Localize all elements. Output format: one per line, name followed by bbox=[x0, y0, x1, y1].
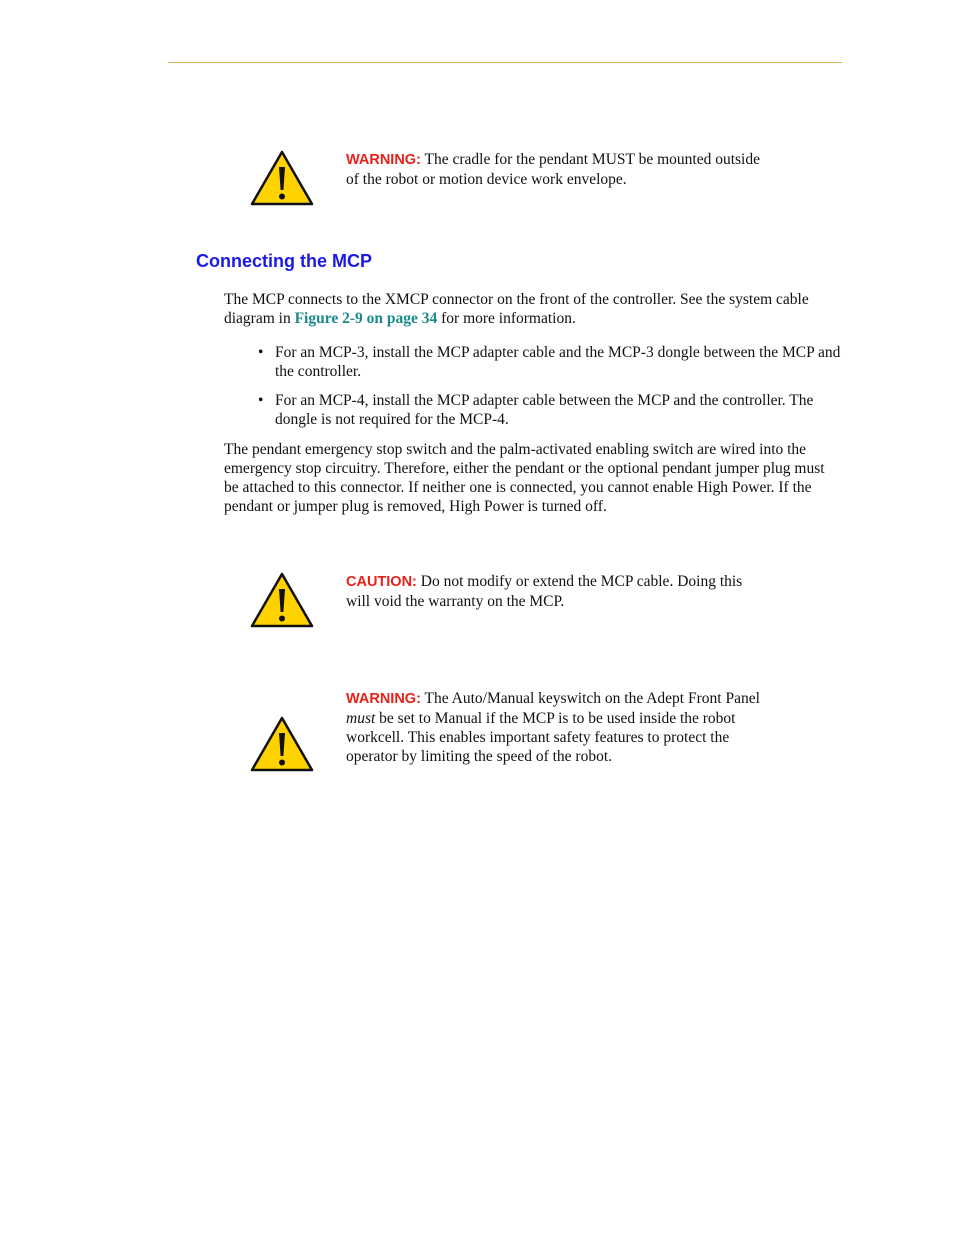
warning-text: The cradle for the pendant MUST be mounted outside of the robot or motion device work envelope. bbox=[346, 151, 760, 188]
list-item-text: For an MCP-4, install the MCP adapter cable between the MCP and the controller. The dongle is not required for the MCP-4. bbox=[275, 392, 814, 428]
warning-text: The Auto/Manual keyswitch on the Adept Front Panel bbox=[424, 690, 760, 707]
bullet-icon: • bbox=[258, 392, 264, 409]
caution-text: Do not modify or extend the MCP cable. Doing this will void the warranty on the MCP. bbox=[346, 573, 743, 610]
warning-label: WARNING: bbox=[346, 691, 421, 707]
warning-label: WARNING: bbox=[346, 152, 421, 168]
warning-triangle-icon bbox=[250, 572, 314, 628]
list-item-text: For an MCP-3, install the MCP adapter cable and the MCP-3 dongle between the MCP and the controller. bbox=[275, 344, 841, 380]
bullet-icon: • bbox=[258, 344, 264, 361]
intro-text-end: for more information. bbox=[441, 310, 576, 327]
emphasis-text: must bbox=[346, 710, 376, 727]
intro-text: The MCP connects to the XMCP connector on the front of the controller. See the system cable diagram in bbox=[224, 291, 809, 327]
section-heading: Connecting the MCP bbox=[196, 251, 372, 271]
warning-triangle-icon bbox=[250, 716, 314, 772]
figure-link[interactable]: Figure 2-9 on page 34 bbox=[294, 310, 438, 327]
estop-paragraph: The pendant emergency stop switch and the palm-activated enabling switch are wired into the emergency stop circuitry. Therefore, either the pendant or the optional pendant jumper plug must be attached to this connector. If neither one is connected, you cannot enable High Power. If the pendant or jumper plug is removed, High Power is turned off. bbox=[224, 441, 825, 515]
header-rule bbox=[168, 62, 842, 63]
warning-triangle-icon bbox=[250, 150, 314, 206]
intro-paragraph bbox=[224, 290, 842, 328]
caution-label: CAUTION: bbox=[346, 574, 417, 590]
warning-text-end: be set to Manual if the MCP is to be used inside the robot workcell. This enables important safety features to protect the operator by limiting the speed of the robot. bbox=[346, 710, 736, 765]
